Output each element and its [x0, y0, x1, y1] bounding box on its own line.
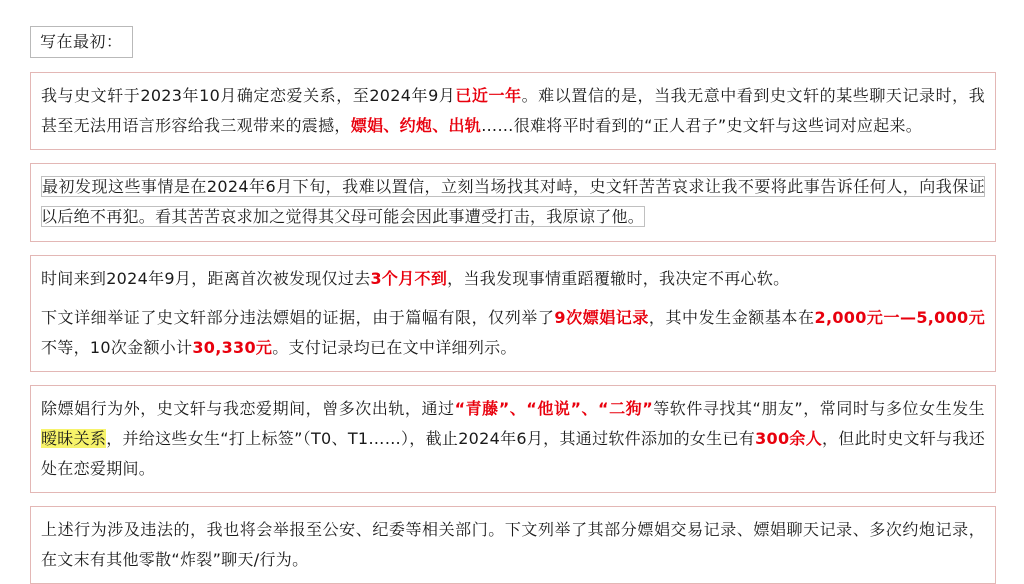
body-text: 上述行为涉及违法的，我也将会举报至公安、纪委等相关部门。下文列举了其部分嫖娼交易记录、嫖娼聊天记录、多次约炮记录，在文末有其他零散“炸裂”聊天/行为。 — [41, 520, 985, 569]
body-text: 不等，10次金额小计 — [41, 337, 193, 357]
body-text: ，当我发现事情重蹈覆辙时，我决定不再心软。 — [447, 268, 790, 288]
emphasis-text: 2,000元一—5,000元 — [814, 308, 985, 328]
emphasis-text: 嫖娼、约炮、出轨 — [350, 115, 482, 135]
body-text: 等软件寻找其“朋友”，常同时与多位女生发生 — [653, 399, 985, 419]
paragraph-block-2 — [30, 163, 996, 241]
paragraph-block-3 — [30, 255, 996, 373]
body-text: ，但此时史文轩与我还处在恋爱期间。 — [41, 428, 986, 478]
body-text: 我与史文轩于2023年10月确定恋爱关系，至2024年9月 — [41, 86, 456, 106]
paragraph — [41, 81, 985, 140]
page-title: 写在最初： — [30, 26, 133, 58]
paragraph — [41, 172, 985, 231]
highlighted-text: 暧昧关系 — [41, 428, 107, 448]
body-text: ，并给这些女生“打上标签”（T0、T1……），截止2024年6月，其通过软件添加的女生已有 — [106, 428, 756, 448]
paragraph — [41, 303, 985, 362]
emphasis-text: 3个月不到 — [370, 268, 448, 288]
boxed-text: 最初发现这些事情是在2024年6月下旬，我难以置信，立刻当场找其对峙，史文轩苦苦哀求让我不要将此事告诉任何人，向我保证以后绝不再犯。看其苦苦哀求加之觉得其父母可能会因此事遭受打击，我原谅了他。 — [41, 177, 985, 226]
body-text: ……很难将平时看到的“正人君子”史文轩与这些词对应起来。 — [481, 115, 923, 135]
paragraph-block-5 — [30, 506, 996, 584]
emphasis-text: “青藤”、“他说”、“二狗” — [454, 399, 654, 419]
emphasis-text: 300余人 — [755, 428, 822, 448]
body-text: 。支付记录均已在文中详细列示。 — [272, 337, 517, 357]
emphasis-text: 9次嫖娼记录 — [554, 308, 649, 328]
paragraph-block-1 — [30, 72, 996, 150]
body-text: 时间来到2024年9月，距离首次被发现仅过去 — [41, 268, 371, 288]
paragraph — [41, 394, 985, 483]
body-text: 下文详细举证了史文轩部分违法嫖娼的证据，由于篇幅有限，仅列举了 — [41, 308, 555, 328]
body-text: ，其中发生金额基本在 — [648, 308, 815, 328]
paragraph — [41, 264, 985, 294]
emphasis-text: 30,330元 — [192, 337, 273, 357]
body-text: 。难以置信的是，当我无意中看到史文轩的某些聊天记录时，我甚至无法用语言形容给我三观带来的震撼， — [41, 86, 985, 135]
body-text: 除嫖娼行为外，史文轩与我恋爱期间，曾多次出轨，通过 — [41, 399, 455, 419]
paragraph-block-4 — [30, 385, 996, 493]
paragraph — [41, 515, 985, 574]
emphasis-text: 已近一年 — [455, 86, 522, 106]
